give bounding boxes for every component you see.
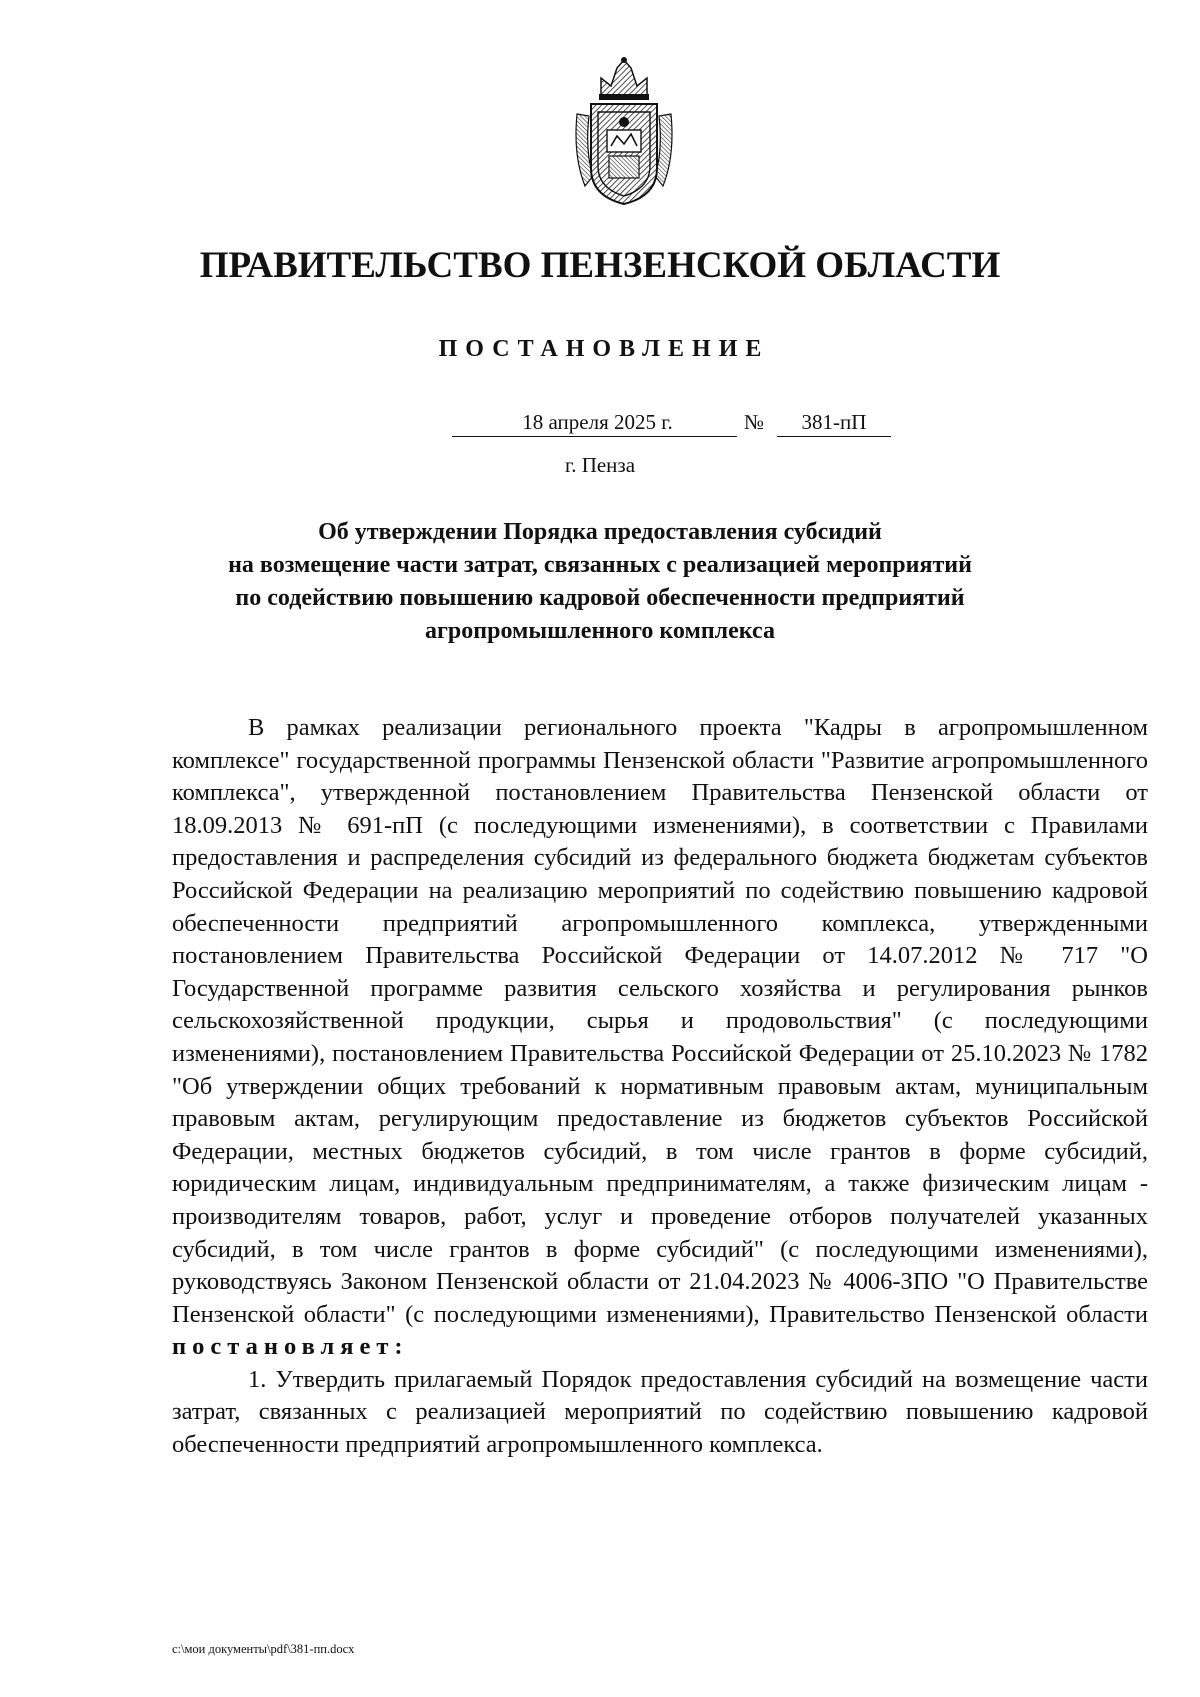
- subject-line: по содействию повышению кадровой обеспеченности предприятий: [235, 585, 965, 611]
- document-body: [172, 712, 1148, 1462]
- coat-of-arms-icon: [571, 56, 677, 206]
- subject-line: Об утверждении Порядка предоставления субсидий: [318, 519, 882, 545]
- file-path: c:\мои документы\pdf\381-пп.docx: [172, 1642, 355, 1656]
- subject-line: на возмещение части затрат, связанных с реализацией мероприятий: [228, 552, 972, 578]
- item-1-paragraph: 1. Утвердить прилагаемый Порядок предоставления субсидий на возмещение части затрат, связанных с реализацией мероприятий по содействию повышению кадровой обеспеченности предприятий агропромышленного комплекса.: [172, 1365, 1148, 1459]
- preamble-text: В рамках реализации регионального проекта "Кадры в агропромышленном комплексе" государственной программы Пензенской области "Развитие агропромышленного комплекса", утвержденной постановлением Правительства Пензенской области от 18.09.2013 № 691-пП (с последующими изменениями), в соответствии с Правилами предоставления и распределения субсидий из федерального бюджета бюджетам субъектов Российской Федерации на реализацию мероприятий по содействию повышению кадровой обеспеченности предприятий агропромышленного комплекса, утвержденными постановлением Правительства Российской Федерации от 14.07.2012 № 717 "О Государственной программе развития сельского хозяйства и регулирования рынков сельскохозяйственной продукции, сырья и продовольствия" (с последующими изменениями), постановлением Правительства Российской Федерации от 25.10.2023 № 1782 "Об утверждении общих требований к нормативным правовым актам, муниципальным правовым актам, регулирующим предоставление из бюджетов субъектов Российской Федерации, местных бюджетов субсидий, в том числе грантов в форме субсидий, юридическим лицам, индивидуальным предпринимателям, а также физическим лицам - производителям товаров, работ, услуг и проведение отборов получателей указанных субсидий, в том числе грантов в форме субсидий" (с последующими изменениями), руководствуясь Законом Пензенской области от 21.04.2023 № 4006-ЗПО "О Правительстве Пензенской области" (с последующими изменениями), Правительство Пензенской области: [172, 714, 1148, 1328]
- document-city: г. Пенза: [564, 453, 636, 477]
- government-title: ПРАВИТЕЛЬСТВО ПЕНЗЕНСКОЙ ОБЛАСТИ: [199, 245, 1001, 286]
- document-subject: [200, 516, 1000, 648]
- subject-line: агропромышленного комплекса: [425, 618, 775, 644]
- preamble-paragraph: [172, 712, 1148, 1364]
- resolves-word: постановляет:: [172, 1333, 409, 1361]
- document-type: ПОСТАНОВЛЕНИЕ: [438, 336, 770, 362]
- document-number: 381-пП: [777, 408, 891, 437]
- document-date: 18 апреля 2025 г.: [452, 408, 737, 437]
- number-sign: №: [744, 410, 765, 434]
